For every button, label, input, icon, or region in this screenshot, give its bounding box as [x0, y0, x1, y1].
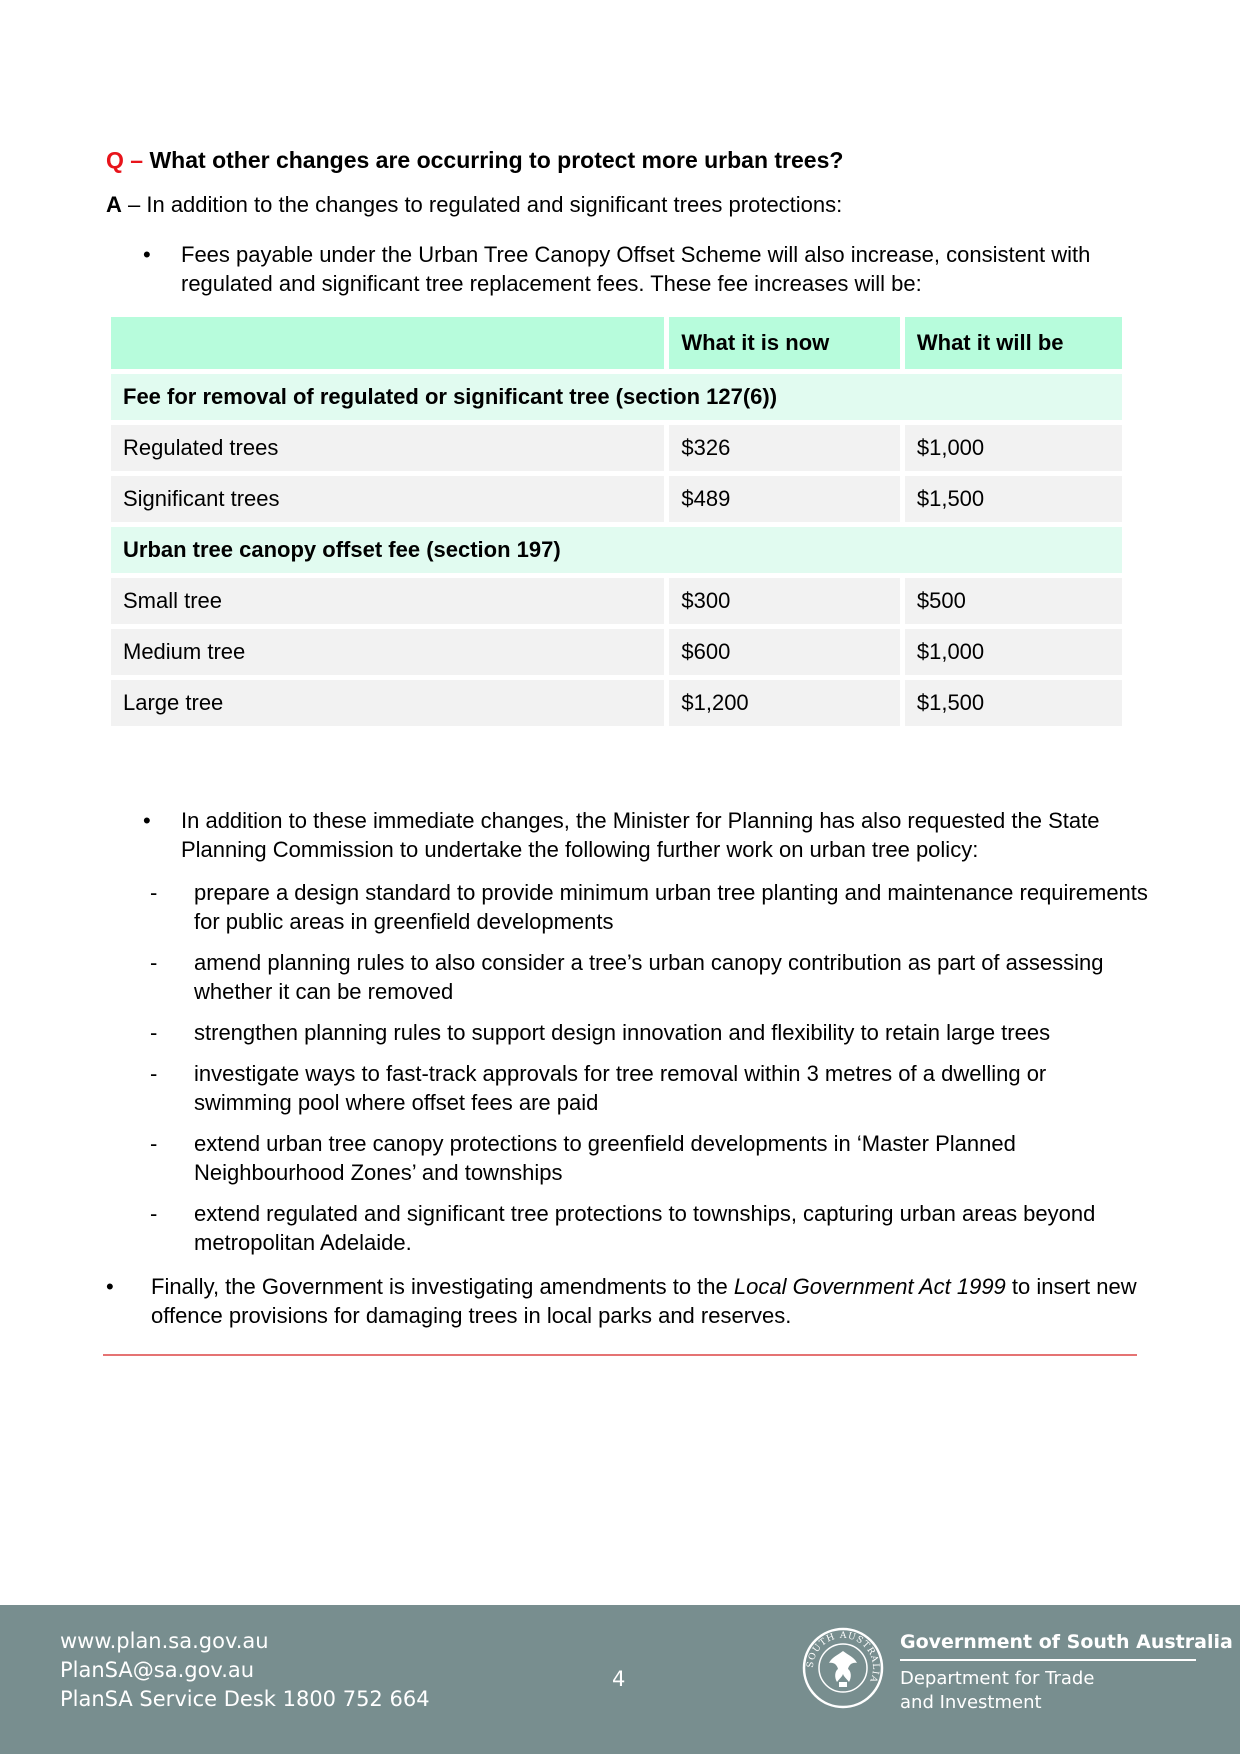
table-cell-label: Small tree [111, 578, 664, 624]
page-number: 4 [612, 1667, 626, 1691]
footer-website-link[interactable]: www.plan.sa.gov.au [60, 1629, 269, 1653]
table-row [111, 680, 1122, 726]
department-line-2: and Investment [900, 1692, 1042, 1713]
footer-email-link[interactable]: PlanSA@sa.gov.au [60, 1658, 255, 1682]
table-header-will-be: What it will be [905, 317, 1122, 369]
bullet-icon: • [106, 1274, 114, 1299]
answer-prefix: A [106, 192, 122, 217]
table-section-row [111, 527, 1122, 573]
list-item [150, 1199, 1150, 1257]
bullet-further-text: In addition to these immediate changes, the Minister for Planning has also requested the State Planning Commission to undertake the following further work on urban tree policy: [181, 808, 1100, 862]
table-cell-now: $300 [669, 578, 899, 624]
list-item [150, 878, 1150, 936]
finally-text-before: Finally, the Government is investigating amendments to the [151, 1274, 734, 1299]
table-cell-now: $326 [669, 425, 899, 471]
footer-contact [60, 1627, 430, 1714]
bullet-further-work [143, 806, 1143, 864]
table-cell-label: Large tree [111, 680, 664, 726]
list-item-text: strengthen planning rules to support design innovation and flexibility to retain large trees [194, 1020, 1051, 1045]
bullet-icon: • [143, 242, 151, 267]
list-item-text: amend planning rules to also consider a tree’s urban canopy contribution as part of assessing whether it can be removed [194, 950, 1104, 1004]
fee-table [106, 312, 1127, 731]
list-item [150, 1129, 1150, 1187]
table-cell-now: $489 [669, 476, 899, 522]
table-cell-now: $600 [669, 629, 899, 675]
list-item-text: extend urban tree canopy protections to greenfield developments in ‘Master Planned Neighbourhood Zones’ and townships [194, 1131, 1016, 1185]
table-section-row [111, 374, 1122, 420]
gov-title: Government of South Australia [900, 1631, 1196, 1661]
seal-text: SOUTH AUSTRALIA [805, 1630, 881, 1685]
table-cell-will-be: $500 [905, 578, 1122, 624]
bullet-icon: • [143, 808, 151, 833]
table-cell-label: Significant trees [111, 476, 664, 522]
table-section-title: Urban tree canopy offset fee (section 197) [111, 527, 1122, 573]
list-item-text: extend regulated and significant tree protections to townships, capturing urban areas beyond metropolitan Adelaide. [194, 1201, 1096, 1255]
dash-icon: - [150, 1131, 158, 1156]
bullet-fees [143, 240, 1143, 298]
table-row [111, 629, 1122, 675]
table-cell-will-be: $1,000 [905, 425, 1122, 471]
table-row [111, 425, 1122, 471]
finally-text-after: to insert new offence provisions for damaging trees in local parks and reserves. [151, 1274, 1137, 1328]
footer-service-desk: PlanSA Service Desk 1800 752 664 [60, 1687, 430, 1711]
government-branding [900, 1631, 1233, 1715]
table-header-row [111, 317, 1122, 369]
answer-text: – In addition to the changes to regulated and significant trees protections: [128, 192, 843, 217]
dash-icon: - [150, 1020, 158, 1045]
table-cell-will-be: $1,000 [905, 629, 1122, 675]
section-divider [103, 1354, 1137, 1356]
list-item-text: prepare a design standard to provide minimum urban tree planting and maintenance requirements for public areas in greenfield developments [194, 880, 1148, 934]
dash-icon: - [150, 1061, 158, 1086]
table-cell-will-be: $1,500 [905, 680, 1122, 726]
page-footer [0, 1605, 1240, 1754]
bullet-finally-text [151, 1272, 1146, 1330]
department-line-1: Department for Trade [900, 1668, 1095, 1689]
list-item [150, 948, 1150, 1006]
table-cell-will-be: $1,500 [905, 476, 1122, 522]
table-cell-label: Regulated trees [111, 425, 664, 471]
dash-icon: - [150, 950, 158, 975]
list-item [150, 1059, 1150, 1117]
south-australia-seal-icon [802, 1627, 884, 1709]
question-text: What other changes are occurring to protect more urban trees? [149, 147, 844, 173]
table-header-now: What it is now [669, 317, 899, 369]
question-prefix: Q – [106, 147, 144, 173]
list-item-text: investigate ways to fast-track approvals for tree removal within 3 metres of a dwelling or swimming pool where offset fees are paid [194, 1061, 1047, 1115]
answer-intro [106, 192, 842, 218]
bullet-fees-text: Fees payable under the Urban Tree Canopy Offset Scheme will also increase, consistent with regulated and significant tree replacement fees. These fee increases will be: [181, 242, 1091, 296]
act-name: Local Government Act 1999 [733, 1274, 1006, 1299]
table-row [111, 476, 1122, 522]
dash-icon: - [150, 880, 158, 905]
list-item [150, 1018, 1150, 1047]
table-header-blank [111, 317, 664, 369]
table-section-title: Fee for removal of regulated or significant tree (section 127(6)) [111, 374, 1122, 420]
dash-icon: - [150, 1201, 158, 1226]
bullet-finally [106, 1272, 1146, 1330]
table-row [111, 578, 1122, 624]
table-cell-label: Medium tree [111, 629, 664, 675]
further-work-list [150, 878, 1150, 1269]
question-heading [106, 147, 843, 174]
table-cell-now: $1,200 [669, 680, 899, 726]
department-name [900, 1667, 1196, 1715]
